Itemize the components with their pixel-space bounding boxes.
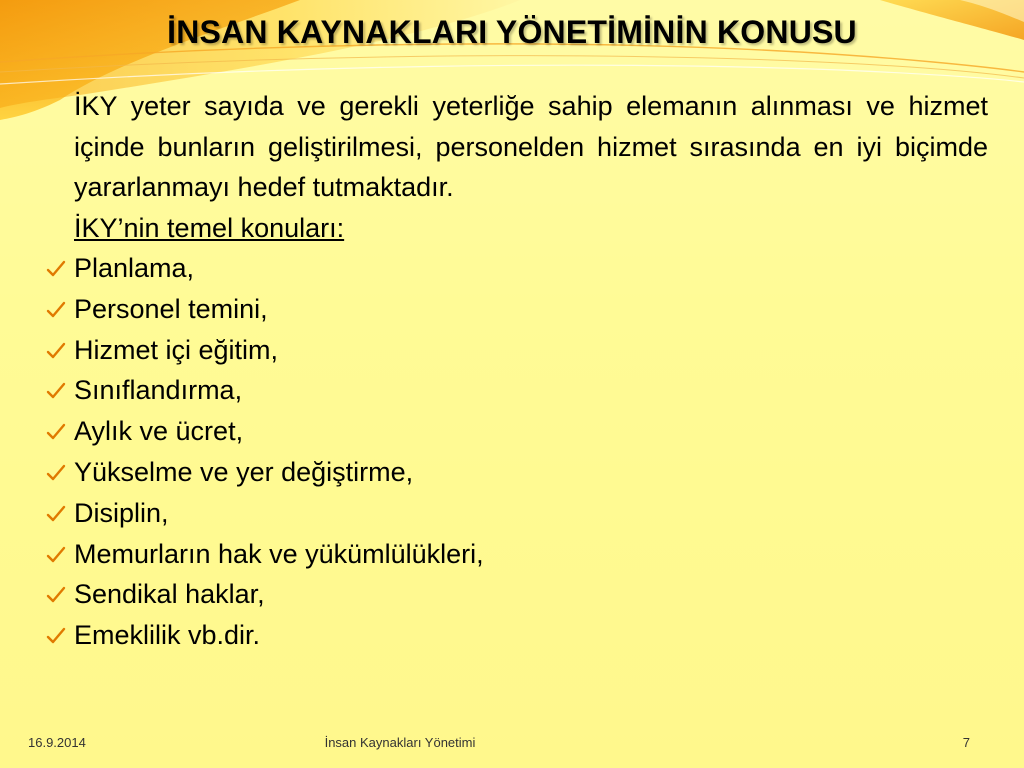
slide-content [74,86,988,656]
list-item [74,289,988,330]
list-item-label: Aylık ve ücret, [74,416,244,447]
list-item [74,452,988,493]
list-item-label: Memurların hak ve yükümlülükleri, [74,538,484,569]
checkmark-icon [46,259,66,279]
subheading: İKY’nin temel konuları: [74,212,345,243]
checkmark-icon [46,626,66,646]
checkmark-icon [46,585,66,605]
page-number: 7 [962,735,970,750]
topic-list [74,248,988,656]
list-item-label: Yükselme ve yer değiştirme, [74,456,414,487]
list-item [74,574,988,615]
list-item [74,248,988,289]
footer-date: 16.9.2014 [28,735,86,750]
checkmark-icon [46,422,66,442]
list-item-label: Disiplin, [74,497,169,528]
list-item-label: Personel temini, [74,293,268,324]
list-item [74,534,988,575]
checkmark-icon [46,463,66,483]
list-item [74,493,988,534]
slide-title: İNSAN KAYNAKLARI YÖNETİMİNİN KONUSU [167,14,857,50]
list-item-label: Sendikal haklar, [74,579,265,610]
list-item-label: Sınıflandırma, [74,375,243,406]
checkmark-icon [46,545,66,565]
checkmark-icon [46,341,66,361]
checkmark-icon [46,504,66,524]
list-item [74,370,988,411]
intro-paragraph: İKY yeter sayıda ve gerekli yeterliğe sahip elemanın alınması ve hizmet içinde bunların geliştirilmesi, personelden hizmet sırasında en iyi biçimde yararlanmayı hedef tutmaktadır. [74,91,988,202]
checkmark-icon [46,300,66,320]
list-item [74,330,988,371]
list-item [74,411,988,452]
list-item [74,615,988,656]
checkmark-icon [46,381,66,401]
list-item-label: Emeklilik vb.dir. [74,620,261,651]
footer-title: İnsan Kaynakları Yönetimi [324,735,476,750]
list-item-label: Hizmet içi eğitim, [74,334,279,365]
list-item-label: Planlama, [74,253,195,283]
